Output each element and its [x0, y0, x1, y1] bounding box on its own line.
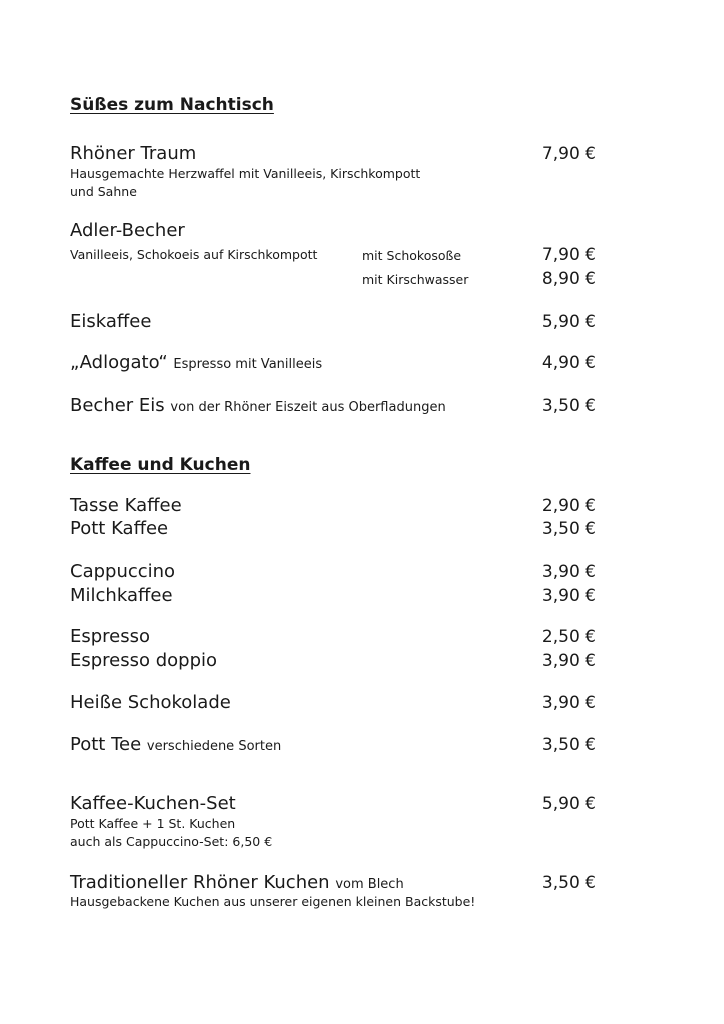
- item-name-espresso: Espresso: [70, 626, 151, 647]
- item-price-espresso-doppio: 3,90 €: [541, 651, 596, 671]
- item-note-becher-eis: von der Rhöner Eiszeit aus Oberfladungen: [170, 400, 446, 415]
- item-price-tasse-kaffee: 2,90 €: [541, 496, 596, 516]
- item-price-rhoener-kuchen: 3,50 €: [541, 873, 596, 893]
- item-desc-rhoener-kuchen: Hausgebackene Kuchen aus unserer eigenen kleinen Backstube!: [70, 894, 476, 909]
- section-title-dessert: Süßes zum Nachtisch: [70, 95, 274, 115]
- item-desc-rhoener-traum-2: und Sahne: [70, 184, 137, 199]
- item-name-rhoener-traum: Rhöner Traum: [70, 143, 197, 164]
- item-name-adler-becher: Adler-Becher: [70, 220, 185, 241]
- item-name-pott-kaffee: Pott Kaffee: [70, 518, 169, 539]
- item-row-becher-eis: [70, 395, 446, 416]
- item-price-cappuccino: 3,90 €: [541, 562, 596, 582]
- item-name-cappuccino: Cappuccino: [70, 561, 176, 582]
- item-name-tasse-kaffee: Tasse Kaffee: [70, 495, 182, 516]
- item-price-heisse-schokolade: 3,90 €: [541, 693, 596, 713]
- item-row-rhoener-kuchen: [70, 872, 404, 893]
- item-price-adlogato: 4,90 €: [541, 353, 596, 373]
- item-price-becher-eis: 3,50 €: [541, 396, 596, 416]
- item-row-pott-tee: [70, 734, 281, 755]
- item-note-pott-tee: verschiedene Sorten: [146, 739, 282, 754]
- item-price-adler-becher-2: 8,90 €: [541, 269, 596, 289]
- item-price-espresso: 2,50 €: [541, 627, 596, 647]
- item-price-rhoener-traum: 7,90 €: [541, 144, 596, 164]
- item-name-adlogato: „Adlogato“: [70, 352, 168, 373]
- item-row-adlogato: [70, 352, 322, 373]
- item-variant-schokososse: mit Schokosoße: [362, 248, 462, 263]
- item-desc-rhoener-traum-1: Hausgemachte Herzwaffel mit Vanilleeis, Kirschkompott: [70, 166, 421, 181]
- item-name-espresso-doppio: Espresso doppio: [70, 650, 218, 671]
- item-name-heisse-schokolade: Heiße Schokolade: [70, 692, 231, 713]
- item-name-rhoener-kuchen: Traditioneller Rhöner Kuchen: [70, 872, 330, 893]
- item-name-kaffee-kuchen-set: Kaffee-Kuchen-Set: [70, 793, 236, 814]
- item-price-kaffee-kuchen-set: 5,90 €: [541, 794, 596, 814]
- item-price-eiskaffee: 5,90 €: [541, 312, 596, 332]
- item-name-milchkaffee: Milchkaffee: [70, 585, 173, 606]
- item-desc-kaffee-kuchen-set-1: Pott Kaffee + 1 St. Kuchen: [70, 816, 236, 831]
- item-price-milchkaffee: 3,90 €: [541, 586, 596, 606]
- item-note-rhoener-kuchen: vom Blech: [335, 877, 404, 892]
- section-title-coffee: Kaffee und Kuchen: [70, 455, 251, 475]
- item-note-adlogato: Espresso mit Vanilleeis: [173, 357, 323, 372]
- item-desc-kaffee-kuchen-set-2: auch als Cappuccino-Set: 6,50 €: [70, 834, 273, 849]
- item-name-eiskaffee: Eiskaffee: [70, 311, 152, 332]
- item-name-becher-eis: Becher Eis: [70, 395, 165, 416]
- item-desc-adler-becher: Vanilleeis, Schokoeis auf Kirschkompott: [70, 247, 318, 262]
- item-variant-kirschwasser: mit Kirschwasser: [362, 272, 469, 287]
- item-name-pott-tee: Pott Tee: [70, 734, 142, 755]
- item-price-pott-kaffee: 3,50 €: [541, 519, 596, 539]
- item-price-pott-tee: 3,50 €: [541, 735, 596, 755]
- item-price-adler-becher-1: 7,90 €: [541, 245, 596, 265]
